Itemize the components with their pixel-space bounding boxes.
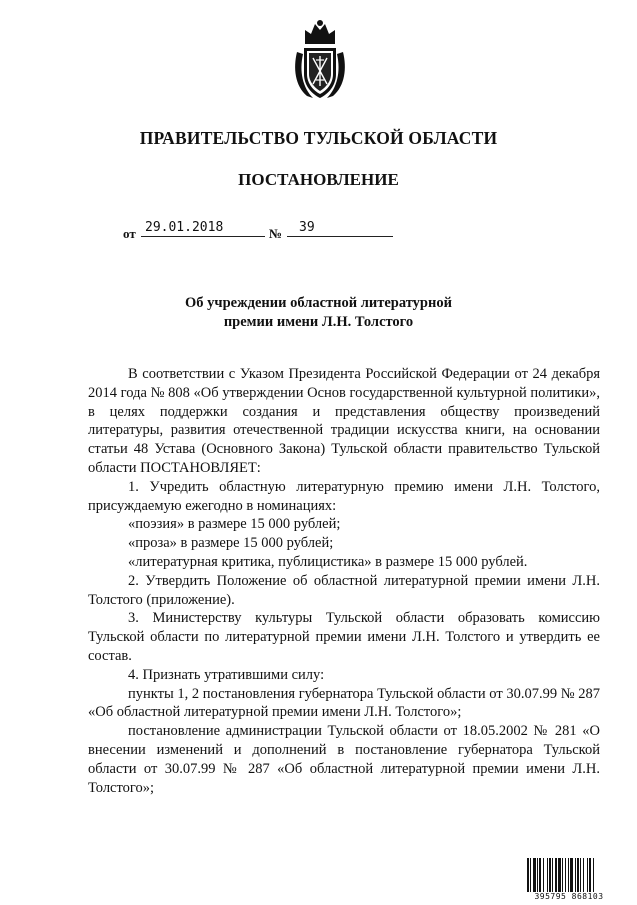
document-subject (0, 294, 637, 332)
nomination-item: «литературная критика, публицистика» в размере 15 000 рублей. (128, 553, 528, 570)
item-4-paragraph: 4. Признать утратившими силу: (128, 666, 325, 683)
coat-of-arms-icon (291, 18, 349, 104)
document-type: ПОСТАНОВЛЕНИЕ (238, 170, 399, 189)
document-number: 39 (287, 220, 393, 237)
item-3-paragraph: 3. Министерству культуры Тульской области образовать комиссию Тульской области по литературной премии имени Л.Н. Толстого и утвердить ее состав. (88, 610, 600, 664)
item-2-paragraph: 2. Утвердить Положение об областной литературной премии имени Л.Н. Толстого (приложение). (88, 572, 600, 608)
preamble-paragraph: В соответствии с Указом Президента Российской Федерации от 24 декабря 2014 года № 808 «Об утверждении Основ государственной культурной политики», в целях поддержки создания и представления обществу произведений литературы, развития отечественной традиции искусства книги, на основании статьи 48 Устава (Основного Закона) Тульской области правительство Тульской области ПОСТАНОВЛЯЕТ: (88, 366, 600, 476)
item-4-subitem-a: пункты 1, 2 постановления губернатора Тульской области от 30.07.99 № 287 «Об областной литературной премии имени Л.Н. Толстого»; (88, 685, 600, 721)
nomination-item: «поэзия» в размере 15 000 рублей; (128, 516, 341, 533)
document-body (88, 365, 600, 797)
barcode-digits: 395795 868103 (527, 892, 611, 901)
number-label: № (269, 226, 283, 241)
document-date: 29.01.2018 (141, 220, 265, 237)
subject-line-2: премии имени Л.Н. Толстого (223, 314, 414, 330)
item-1-paragraph: 1. Учредить областную литературную премию имени Л.Н. Толстого, присуждаемую ежегодно в номинациях: (88, 478, 600, 514)
item-4-subitem-b: постановление администрации Тульской области от 18.05.2002 № 281 «О внесении изменений и дополнений в постановление губернатора Тульской области от 30.07.99 № 287 «Об областной литературной премии имени Л.Н. Толстого»; (88, 723, 600, 796)
subject-line-1: Об учреждении областной литературной (185, 295, 452, 311)
government-title: ПРАВИТЕЛЬСТВО ТУЛЬСКОЙ ОБЛАСТИ (139, 128, 498, 148)
date-label: от (123, 226, 136, 241)
nomination-item: «проза» в размере 15 000 рублей; (128, 535, 334, 552)
